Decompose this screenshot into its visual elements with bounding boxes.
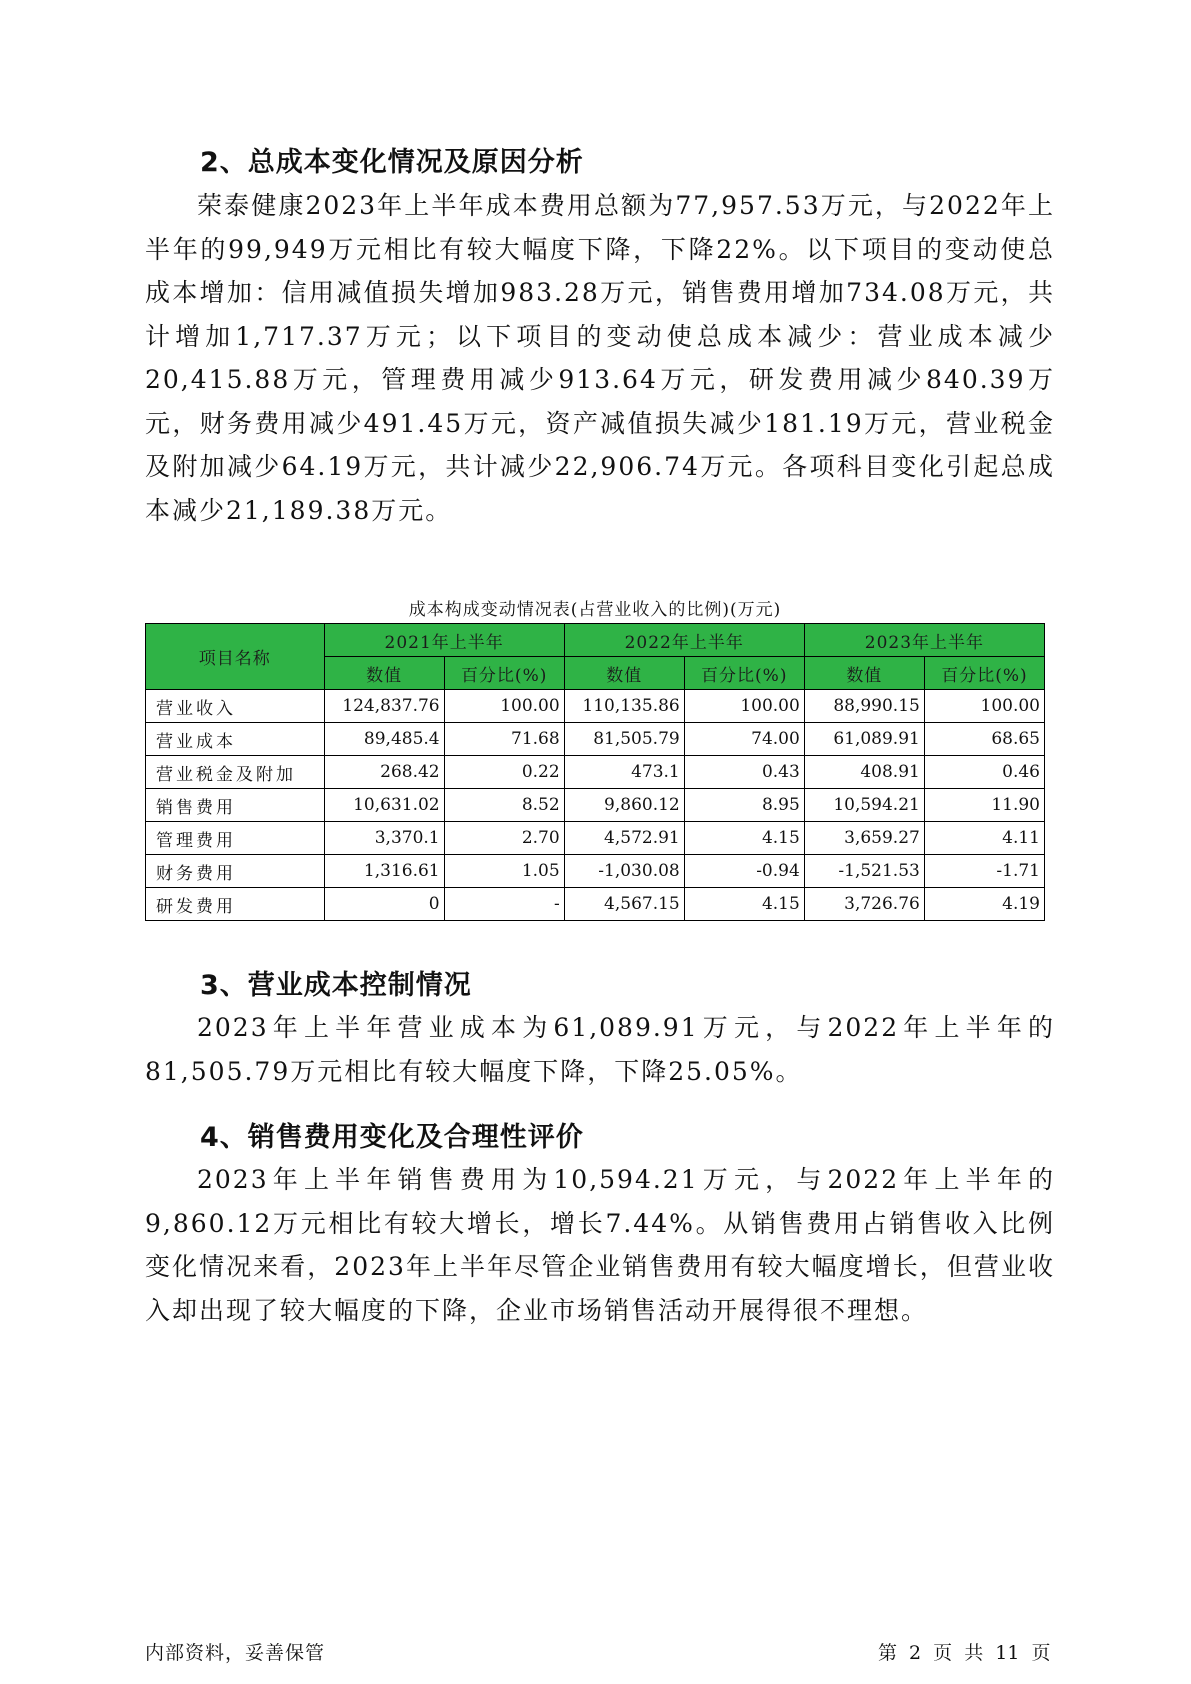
table-row: [146, 690, 1045, 723]
header-value: 数值: [804, 657, 924, 690]
header-value: 数值: [564, 657, 684, 690]
table-cell: 4.15: [684, 822, 804, 855]
header-value: 数值: [324, 657, 444, 690]
table-cell: 100.00: [924, 690, 1044, 723]
table-cell: 0.43: [684, 756, 804, 789]
row-label: 财务费用: [146, 855, 325, 888]
table-cell: 10,594.21: [804, 789, 924, 822]
section-3-body: 2023年上半年营业成本为61,089.91万元，与2022年上半年的81,505.79万元相比有较大幅度下降，下降25.05%。: [145, 1013, 1055, 1086]
table-cell: 2.70: [444, 822, 564, 855]
table-cell: 3,726.76: [804, 888, 924, 921]
header-percent: 百分比(%): [444, 657, 564, 690]
header-year-2021: 2021年上半年: [324, 624, 564, 657]
table-cell: 0.46: [924, 756, 1044, 789]
section-3-title: 3、营业成本控制情况: [200, 970, 472, 1001]
table-cell: 3,370.1: [324, 822, 444, 855]
table-cell: 4,572.91: [564, 822, 684, 855]
table-cell: 71.68: [444, 723, 564, 756]
table-cell: 110,135.86: [564, 690, 684, 723]
table-cell: 61,089.91: [804, 723, 924, 756]
table-row: [146, 822, 1045, 855]
section-4-body: 2023年上半年销售费用为10,594.21万元，与2022年上半年的9,860.12万元相比有较大增长，增长7.44%。从销售费用占销售收入比例变化情况来看，2023年上半年尽管企业销售费用有较大幅度增长，但营业收入却出现了较大幅度的下降，企业市场销售活动开展得很不理想。: [145, 1165, 1055, 1325]
section-2-title: 2、总成本变化情况及原因分析: [200, 147, 584, 178]
table-row: [146, 723, 1045, 756]
header-year-2023: 2023年上半年: [804, 624, 1044, 657]
table-cell: 3,659.27: [804, 822, 924, 855]
row-label: 营业成本: [146, 723, 325, 756]
table-cell: 8.52: [444, 789, 564, 822]
table-cell: 68.65: [924, 723, 1044, 756]
table-cell: 10,631.02: [324, 789, 444, 822]
table-cell: 4,567.15: [564, 888, 684, 921]
table-row: [146, 756, 1045, 789]
table-cell: 4.15: [684, 888, 804, 921]
row-label: 销售费用: [146, 789, 325, 822]
table-cell: -1,521.53: [804, 855, 924, 888]
table-cell: 408.91: [804, 756, 924, 789]
table-cell: 81,505.79: [564, 723, 684, 756]
row-label: 营业税金及附加: [146, 756, 325, 789]
table-row: [146, 888, 1045, 921]
table-cell: 74.00: [684, 723, 804, 756]
table-cell: 9,860.12: [564, 789, 684, 822]
row-label: 营业收入: [146, 690, 325, 723]
table-cell: 11.90: [924, 789, 1044, 822]
row-label: 管理费用: [146, 822, 325, 855]
table-cell: 124,837.76: [324, 690, 444, 723]
table-cell: 4.11: [924, 822, 1044, 855]
cost-structure-table: [145, 623, 1045, 921]
table-cell: -0.94: [684, 855, 804, 888]
table-cell: -1.71: [924, 855, 1044, 888]
table-cell: 4.19: [924, 888, 1044, 921]
table-row: [146, 789, 1045, 822]
header-item-name: 项目名称: [146, 624, 325, 690]
table-cell: 0: [324, 888, 444, 921]
table-cell: -: [444, 888, 564, 921]
table-cell: 473.1: [564, 756, 684, 789]
table-row: [146, 855, 1045, 888]
table-cell: 8.95: [684, 789, 804, 822]
table-header-row-years: [146, 624, 1045, 657]
table-cell: 89,485.4: [324, 723, 444, 756]
table-cell: 1.05: [444, 855, 564, 888]
section-2-body: 荣泰健康2023年上半年成本费用总额为77,957.53万元，与2022年上半年的99,949万元相比有较大幅度下降，下降22%。以下项目的变动使总成本增加：信用减值损失增加983.28万元，销售费用增加734.08万元，共计增加1,717.37万元；以下项目的变动使总成本减少：营业成本减少20,415.88万元，管理费用减少913.64万元，研发费用减少840.39万元，财务费用减少491.45万元，资产减值损失减少181.19万元，营业税金及附加减少64.19万元，共计减少22,906.74万元。各项科目变化引起总成本减少21,189.38万元。: [145, 191, 1055, 525]
row-label: 研发费用: [146, 888, 325, 921]
table-cell: 1,316.61: [324, 855, 444, 888]
header-percent: 百分比(%): [924, 657, 1044, 690]
section-4-title: 4、销售费用变化及合理性评价: [200, 1122, 584, 1153]
header-year-2022: 2022年上半年: [564, 624, 804, 657]
table-cell: 268.42: [324, 756, 444, 789]
table-cell: 100.00: [444, 690, 564, 723]
table-cell: 88,990.15: [804, 690, 924, 723]
table-cell: 100.00: [684, 690, 804, 723]
table-caption: 成本构成变动情况表(占营业收入的比例)(万元): [408, 600, 782, 620]
header-percent: 百分比(%): [684, 657, 804, 690]
table-cell: 0.22: [444, 756, 564, 789]
footer-confidential-note: 内部资料，妥善保管: [145, 1642, 326, 1664]
table-cell: -1,030.08: [564, 855, 684, 888]
footer-page-number: 第 2 页 共 11 页: [878, 1642, 1051, 1664]
